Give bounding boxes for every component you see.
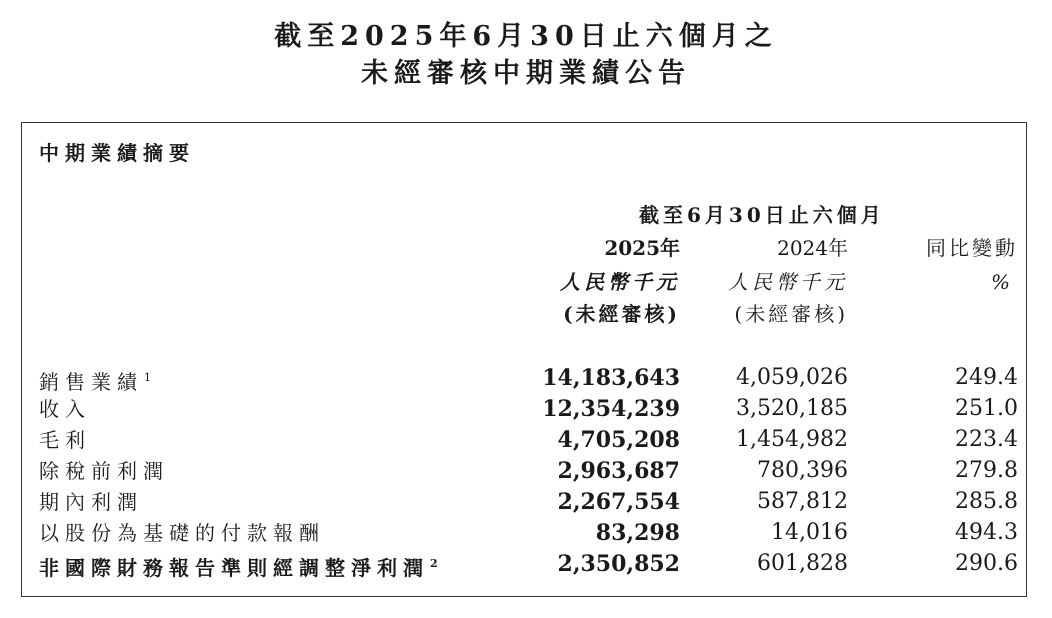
row-sales-2024: 4,059,026: [736, 365, 848, 390]
interim-results-summary-box: [21, 122, 1027, 597]
row-label-adjusted-net-profit: 非國際財務報告準則經調整淨利潤$^2$: [39, 556, 438, 580]
row-share-based-payment-2024: 14,016: [771, 520, 848, 545]
row-gross-profit-change: 223.4: [955, 427, 1018, 452]
row-label-revenue: 收入: [39, 397, 91, 421]
row-label-gross-profit: 毛利: [39, 428, 91, 452]
col-2025-audit: (未經審核): [563, 302, 680, 326]
col-2025-unit: 人民幣千元: [560, 270, 680, 294]
row-share-based-payment-change: 494.3: [955, 520, 1018, 545]
row-sales-2025: 14,183,643: [542, 365, 680, 391]
row-adjusted-net-profit-change: 290.6: [955, 551, 1018, 576]
row-share-based-payment-2025: 83,298: [595, 520, 680, 546]
row-label-share-based-payment: 以股份為基礎的付款報酬: [39, 521, 325, 545]
footnote-marker: 1: [144, 371, 151, 384]
col-2024-audit: (未經審核): [734, 302, 848, 326]
row-label-profit-for-period: 期內利潤: [39, 490, 143, 514]
row-adjusted-net-profit-2024: 601,828: [757, 551, 848, 576]
row-adjusted-net-profit-2025: 2,350,852: [557, 551, 680, 577]
row-profit-for-period-2024: 587,812: [757, 489, 848, 514]
period-header: 截至6月30日止六個月: [639, 203, 885, 227]
row-revenue-2025: 12,354,239: [542, 396, 680, 422]
row-profit-before-tax-2025: 2,963,687: [557, 458, 680, 484]
row-label-sales: 銷售業績$^1$: [39, 370, 151, 394]
section-title: 中期業績摘要: [39, 141, 195, 165]
announcement-title-line1: 截至2025年6月30日止六個月之: [274, 21, 778, 52]
col-2025-year: 2025年: [604, 236, 680, 260]
row-gross-profit-2024: 1,454,982: [736, 427, 848, 452]
row-profit-before-tax-change: 279.8: [955, 458, 1018, 483]
announcement-title-line2: 未經審核中期業績公告: [361, 58, 691, 89]
row-revenue-2024: 3,520,185: [736, 396, 848, 421]
col-change-unit: %: [990, 270, 1014, 294]
col-change-header: 同比變動: [926, 236, 1018, 260]
row-profit-for-period-2025: 2,267,554: [557, 489, 680, 515]
row-sales-change: 249.4: [955, 365, 1018, 390]
row-profit-before-tax-2024: 780,396: [757, 458, 848, 483]
footnote-marker: 2: [430, 557, 438, 570]
col-2024-year: 2024年: [777, 236, 848, 260]
row-gross-profit-2025: 4,705,208: [557, 427, 680, 453]
col-2024-unit: 人民幣千元: [728, 270, 848, 294]
row-revenue-change: 251.0: [955, 396, 1018, 421]
row-label-profit-before-tax: 除稅前利潤: [39, 459, 169, 483]
row-profit-for-period-change: 285.8: [955, 489, 1018, 514]
